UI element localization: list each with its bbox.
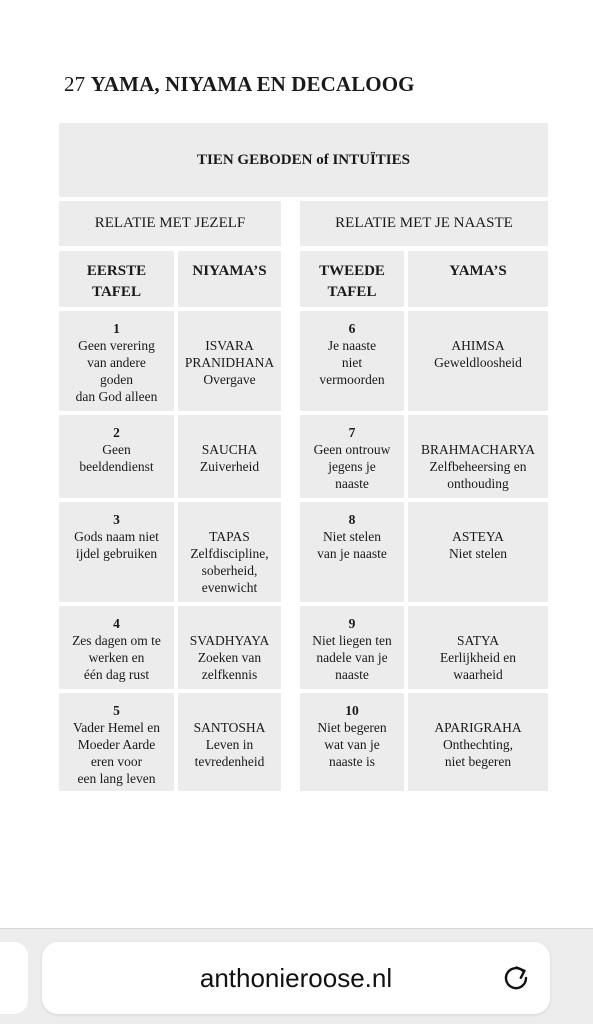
cell-text-line: waarheid <box>453 667 503 682</box>
table-cell <box>300 415 404 498</box>
cell-text-line: BRAHMACHARYA <box>420 442 536 457</box>
commandment-number: 3 <box>113 512 120 527</box>
cell-text-line: niet begeren <box>444 754 512 769</box>
cell-text-line: beeldendienst <box>79 459 154 474</box>
cell-text-line: Niet stelen <box>448 546 508 561</box>
url-text: anthonieroose.nl <box>199 962 393 993</box>
table-cell <box>408 502 548 602</box>
cell-text-line: tevredenheid <box>194 754 265 769</box>
cell-text-line: onthouding <box>447 476 509 491</box>
cell-text-line: werken en <box>88 650 145 665</box>
table-cell <box>408 311 548 411</box>
table-cell <box>178 693 281 791</box>
cell-text-line: niet <box>341 355 363 370</box>
table-header <box>59 123 548 197</box>
group-header-self-text: RELATIE MET JEZELF <box>94 215 246 231</box>
column-header-line: EERSTE <box>86 263 147 279</box>
cell-text-line: van andere <box>87 355 146 370</box>
table-cell <box>408 693 548 791</box>
cell-text-line: Zes dagen om te <box>72 633 161 648</box>
cell-text-line: naaste <box>335 667 369 682</box>
cell-text-line: jegens je <box>328 459 376 474</box>
cell-text-line: SVADHYAYA <box>189 633 270 648</box>
cell-text-line: soberheid, <box>201 563 258 578</box>
page-number: 27 <box>64 72 86 96</box>
cell-text-line: wat van je <box>324 737 380 752</box>
cell-text-line: Geen ontrouw <box>313 442 391 457</box>
commandment-number: 10 <box>345 703 359 718</box>
table-header-text: TIEN GEBODEN of INTUÏTIES <box>197 151 410 168</box>
cell-text-line: zelfkennis <box>201 667 258 682</box>
cell-text-line: Moeder Aarde <box>77 737 156 752</box>
table-cell <box>178 415 281 498</box>
column-header-line: YAMA’S <box>449 263 507 279</box>
column-header-line: TAFEL <box>327 284 377 300</box>
page-title <box>64 72 415 97</box>
cell-text-line: PRANIDHANA <box>184 355 275 370</box>
table-cell <box>59 606 174 689</box>
commandment-number: 2 <box>113 425 120 440</box>
cell-text-line: Niet begeren <box>317 720 387 735</box>
cell-text-line: evenwicht <box>201 580 258 595</box>
table-cell <box>408 606 548 689</box>
table-cell <box>300 311 404 411</box>
table-cell <box>300 502 404 602</box>
cell-text-line: SATYA <box>456 633 499 648</box>
cell-text-line: eren voor <box>90 754 143 769</box>
cell-text-line: Vader Hemel en <box>73 720 160 735</box>
cell-text-line: Zelfdiscipline, <box>190 546 269 561</box>
table-cell <box>59 311 174 411</box>
cell-text-line: vermoorden <box>319 372 385 387</box>
cell-text-line: Onthechting, <box>442 737 514 752</box>
commandment-number: 1 <box>113 321 120 336</box>
cell-text-line: één dag rust <box>83 667 150 682</box>
column-header-line: TWEEDE <box>319 263 385 279</box>
commandment-number: 6 <box>348 321 356 336</box>
table-cell <box>178 606 281 689</box>
cell-text-line: SANTOSHA <box>193 720 266 735</box>
previous-tab-stub[interactable] <box>0 942 28 1014</box>
commandment-number: 7 <box>348 425 356 440</box>
cell-text-line: Niet liegen ten <box>312 633 392 648</box>
address-bar[interactable] <box>42 942 550 1014</box>
table-cell <box>178 311 281 411</box>
cell-text-line: een lang leven <box>77 771 156 786</box>
cell-text-line: ISVARA <box>205 338 254 353</box>
cell-text-line: AHIMSA <box>451 338 505 353</box>
cell-text-line: naaste is <box>328 754 376 769</box>
cell-text-line: Leven in <box>205 737 254 752</box>
cell-text-line: Overgave <box>203 372 256 387</box>
column-header <box>178 251 281 307</box>
commandment-number: 5 <box>113 703 120 718</box>
cell-text-line: Geweldloosheid <box>434 355 522 370</box>
table-cell <box>178 502 281 602</box>
cell-text-line: Niet stelen <box>322 529 382 544</box>
column-header <box>59 251 174 307</box>
cell-text-line: van je naaste <box>317 546 387 561</box>
group-header-self <box>59 201 281 246</box>
commandment-number: 8 <box>348 512 356 527</box>
cell-text-line: dan God alleen <box>75 389 158 404</box>
page-heading: YAMA, NIYAMA EN DECALOOG <box>90 72 415 96</box>
commandment-number: 4 <box>113 616 120 631</box>
table-cell <box>59 415 174 498</box>
cell-text-line: ijdel gebruiken <box>75 546 158 561</box>
table-cell <box>300 606 404 689</box>
cell-text-line: SAUCHA <box>201 442 258 457</box>
cell-text-line: Zoeken van <box>197 650 262 665</box>
cell-text-line: nadele van je <box>316 650 388 665</box>
cell-text-line: ASTEYA <box>452 529 504 544</box>
group-header-neighbour <box>300 201 548 246</box>
cell-text-line: Gods naam niet <box>74 529 159 544</box>
cell-text-line: TAPAS <box>209 529 250 544</box>
column-header-line: TAFEL <box>92 284 141 300</box>
group-header-neighbour-text: RELATIE MET JE NAASTE <box>335 215 513 231</box>
commandment-number: 9 <box>348 616 356 631</box>
cell-text-line: Eerlijkheid en <box>439 650 517 665</box>
column-header-line: NIYAMA’S <box>192 263 267 279</box>
column-header <box>408 251 548 307</box>
cell-text-line: Geen verering <box>78 338 155 353</box>
cell-text-line: naaste <box>335 476 369 491</box>
table-cell <box>59 502 174 602</box>
cell-text-line: Zelfbeheersing en <box>429 459 527 474</box>
cell-text-line: Je naaste <box>327 338 377 353</box>
cell-text-line: Geen <box>102 442 131 457</box>
column-header <box>300 251 404 307</box>
reload-icon[interactable] <box>500 962 532 994</box>
cell-text-line: goden <box>100 372 133 387</box>
table-cell <box>300 693 404 791</box>
table-cell <box>408 415 548 498</box>
table-cell <box>59 693 174 791</box>
cell-text-line: APARIGRAHA <box>434 720 522 735</box>
cell-text-line: Zuiverheid <box>199 459 260 474</box>
